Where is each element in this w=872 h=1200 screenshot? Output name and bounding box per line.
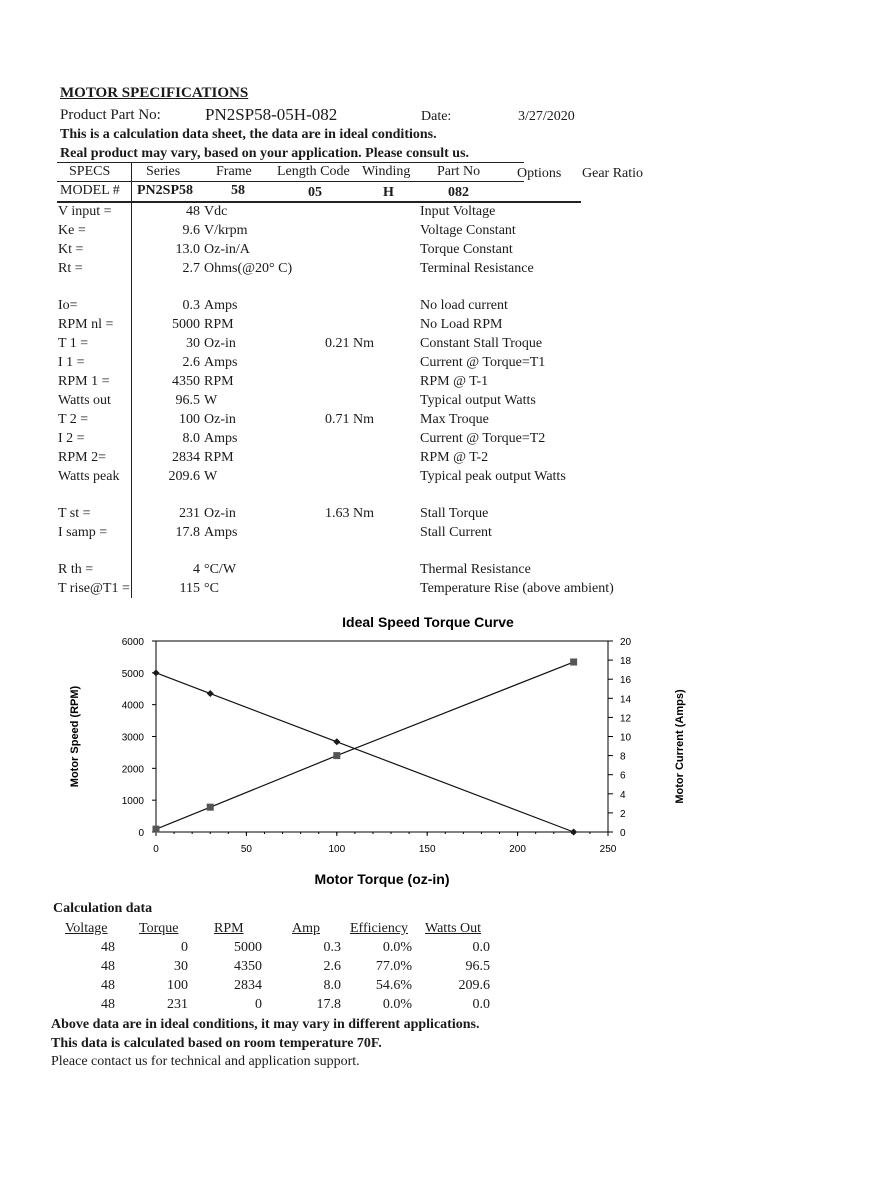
spec-label: I 2 = (58, 431, 85, 446)
chart-series (153, 659, 578, 836)
calc-header-cell: Voltage (65, 921, 108, 936)
calc-cell: 30 (174, 959, 188, 974)
spec-unit: W (204, 469, 218, 484)
spec-unit: V/krpm (204, 223, 248, 238)
spec-unit: Amps (204, 431, 238, 446)
calc-row (0, 978, 872, 996)
square-marker (153, 826, 160, 833)
spec-unit: Amps (204, 525, 238, 540)
spec-value: 231 (179, 506, 200, 521)
x-tick-label: 200 (509, 844, 526, 855)
col-specs: SPECS (69, 164, 111, 179)
spec-value: 9.6 (182, 223, 200, 238)
diamond-marker (570, 829, 577, 836)
spec-label: Kt = (58, 242, 84, 257)
square-marker (333, 752, 340, 759)
y-tick-label: 3000 (121, 732, 144, 744)
spec-value: 30 (186, 336, 200, 351)
spec-row (0, 223, 872, 241)
calc-cell: 0.3 (323, 940, 341, 955)
calc-header-cell: Efficiency (350, 921, 409, 936)
y-axis (122, 637, 156, 839)
calc-cell: 0.0 (472, 997, 490, 1012)
series-line (156, 662, 574, 829)
calc-cell: 0.0% (382, 940, 412, 955)
spec-label: RPM 1 = (58, 374, 110, 389)
spec-label: T 1 = (58, 336, 89, 351)
spec-desc: Torque Constant (420, 242, 513, 257)
col-part-no: Part No (437, 164, 481, 179)
calc-cell: 17.8 (316, 997, 341, 1012)
spec-label: V input = (58, 204, 112, 219)
footer-line-3: Pleace contact us for technical and application support. (51, 1054, 360, 1069)
x-tick-label: 50 (240, 844, 252, 855)
diamond-marker (153, 669, 160, 676)
spec-unit: RPM (204, 374, 234, 389)
spec-desc: No Load RPM (420, 317, 503, 332)
spec-label: Watts peak (58, 469, 120, 484)
calc-title: Calculation data (53, 901, 153, 916)
spec-unit: RPM (204, 450, 234, 465)
spec-value: 100 (179, 412, 200, 427)
spec-value: 96.5 (175, 393, 200, 408)
spec-desc: RPM @ T-2 (420, 450, 489, 465)
calc-cell: 0 (255, 997, 262, 1012)
model-part-no: 082 (448, 185, 469, 200)
calc-header-cell: Watts Out (425, 921, 482, 936)
spec-label: Ke = (58, 223, 86, 238)
spec-desc: Voltage Constant (420, 223, 516, 238)
y-tick-label: 4000 (121, 700, 144, 712)
spec-unit: Oz-in (204, 506, 236, 521)
y2-tick-label: 14 (620, 694, 632, 706)
col-options: Options (517, 166, 562, 181)
y2-tick-label: 18 (620, 656, 632, 668)
x-tick-label: 100 (328, 844, 346, 855)
spec-value: 4350 (172, 374, 200, 389)
y2-tick-label: 8 (620, 751, 626, 763)
spec-unit: Vdc (204, 204, 228, 219)
spec-value: 8.0 (182, 431, 200, 446)
spec-unit: Amps (204, 298, 238, 313)
x-axis (153, 832, 617, 855)
spec-unit: Oz-in/A (204, 242, 250, 257)
spec-label: Rt = (58, 261, 83, 276)
calc-cell: 48 (101, 997, 115, 1012)
sheet-title: MOTOR SPECIFICATIONS (60, 85, 249, 101)
y2-axis-label: Motor Current (Amps) (674, 689, 686, 804)
spec-unit: Amps (204, 355, 238, 370)
spec-label: RPM 2= (58, 450, 106, 465)
spec-desc: Thermal Resistance (420, 562, 531, 577)
spec-desc: Max Troque (420, 412, 489, 427)
y2-tick-label: 0 (620, 828, 626, 839)
spec-desc: Input Voltage (420, 204, 496, 219)
spec-nm: 1.63 Nm (325, 506, 374, 521)
y2-tick-label: 20 (620, 637, 632, 648)
calc-cell: 2834 (234, 978, 262, 993)
ideal-note: This is a calculation data sheet, the data are in ideal conditions. (60, 127, 437, 142)
spec-desc: Temperature Rise (above ambient) (420, 581, 614, 596)
spec-desc: Terminal Resistance (420, 261, 534, 276)
spec-unit: Oz-in (204, 412, 236, 427)
spec-desc: Stall Current (420, 525, 492, 540)
part-no-label: Product Part No: (60, 107, 161, 123)
calc-header-cell: Torque (139, 921, 179, 936)
spec-label: T st = (58, 506, 91, 521)
spec-label: I samp = (58, 525, 108, 540)
calc-cell: 96.5 (465, 959, 490, 974)
plot-area (156, 641, 608, 832)
y2-tick-label: 10 (620, 732, 632, 744)
calc-header-row (0, 921, 872, 939)
col-gear-ratio: Gear Ratio (582, 166, 644, 181)
spec-label: R th = (58, 562, 94, 577)
calc-cell: 54.6% (375, 978, 412, 993)
x-axis-label: Motor Torque (oz-in) (314, 871, 450, 887)
x-tick-label: 150 (418, 844, 436, 855)
footer-line-1: Above data are in ideal conditions, it may vary in different applications. (51, 1017, 480, 1032)
speed-torque-chart (55, 605, 695, 895)
spec-value: 0.3 (182, 298, 200, 313)
spec-label: T 2 = (58, 412, 89, 427)
calc-cell: 4350 (234, 959, 262, 974)
diamond-marker (333, 738, 340, 745)
spec-unit: RPM (204, 317, 234, 332)
spec-value: 48 (186, 204, 200, 219)
calc-cell: 0.0% (382, 997, 412, 1012)
model-series: PN2SP58 (137, 183, 193, 198)
consult-note: Real product may vary, based on your application. Please consult us. (60, 146, 470, 161)
y-tick-label: 0 (138, 828, 144, 839)
chart-title: Ideal Speed Torque Curve (342, 614, 514, 630)
spec-value: 209.6 (168, 469, 200, 484)
spec-desc: RPM @ T-1 (420, 374, 489, 389)
calc-row (0, 997, 872, 1015)
spec-unit: Oz-in (204, 336, 236, 351)
y-tick-label: 6000 (121, 637, 144, 648)
footer-line-2: This data is calculated based on room temperature 70F. (51, 1036, 382, 1051)
spec-label: RPM nl = (58, 317, 114, 332)
calc-cell: 48 (101, 978, 115, 993)
date-value: 3/27/2020 (518, 109, 575, 124)
col-series: Series (146, 164, 181, 179)
calc-row (0, 940, 872, 958)
spec-row (0, 562, 872, 580)
model-label: MODEL # (60, 183, 120, 198)
calc-cell: 2.6 (323, 959, 341, 974)
spec-value: 17.8 (175, 525, 200, 540)
col-winding: Winding (362, 164, 411, 179)
square-marker (570, 659, 577, 666)
y2-tick-label: 4 (620, 789, 626, 801)
calc-cell: 0 (181, 940, 188, 955)
calc-cell: 77.0% (375, 959, 412, 974)
spec-desc: Current @ Torque=T1 (420, 355, 546, 370)
calc-cell: 8.0 (323, 978, 341, 993)
spec-row (0, 431, 872, 449)
spec-value: 5000 (172, 317, 200, 332)
calc-cell: 48 (101, 959, 115, 974)
spec-unit: °C (204, 581, 219, 596)
series-line (156, 673, 574, 832)
calc-cell: 231 (167, 997, 188, 1012)
model-frame: 58 (231, 183, 245, 198)
y-tick-label: 2000 (121, 764, 144, 776)
y2-axis (608, 637, 632, 839)
y2-tick-label: 2 (620, 808, 626, 820)
y2-tick-label: 12 (620, 713, 632, 725)
y-tick-label: 1000 (121, 796, 144, 808)
spec-desc: Typical peak output Watts (420, 469, 566, 484)
spec-desc: Current @ Torque=T2 (420, 431, 546, 446)
spec-row (0, 469, 872, 487)
spec-row (0, 581, 872, 599)
spec-label: I 1 = (58, 355, 85, 370)
spec-desc: No load current (420, 298, 508, 313)
spec-desc: Constant Stall Troque (420, 336, 543, 351)
spec-row (0, 204, 872, 222)
y-axis-label: Motor Speed (RPM) (69, 685, 81, 788)
spec-row (0, 450, 872, 468)
spec-row (0, 412, 872, 430)
spec-unit: °C/W (204, 562, 237, 577)
calc-header-cell: Amp (292, 921, 320, 936)
spec-desc: Typical output Watts (420, 393, 536, 408)
spec-value: 2834 (172, 450, 200, 465)
spec-unit: W (204, 393, 218, 408)
calc-cell: 100 (167, 978, 188, 993)
spec-row (0, 393, 872, 411)
y-tick-label: 5000 (121, 668, 144, 680)
spec-label: Watts out (58, 393, 111, 408)
spec-nm: 0.21 Nm (325, 336, 374, 351)
spec-row (0, 298, 872, 316)
spec-row (0, 374, 872, 392)
calc-cell: 209.6 (458, 978, 490, 993)
col-length-code: Length Code (277, 164, 350, 179)
spec-value: 2.7 (182, 261, 200, 276)
spec-row (0, 261, 872, 279)
calc-header-cell: RPM (214, 921, 244, 936)
spec-nm: 0.71 Nm (325, 412, 374, 427)
spec-unit: Ohms(@20° C) (204, 261, 293, 276)
model-winding: H (383, 185, 394, 200)
square-marker (207, 804, 214, 811)
spec-value: 2.6 (182, 355, 200, 370)
x-tick-label: 250 (599, 844, 617, 855)
y2-tick-label: 16 (620, 675, 632, 687)
spec-value: 4 (193, 562, 200, 577)
spec-value: 13.0 (175, 242, 200, 257)
spec-row (0, 317, 872, 335)
col-frame: Frame (216, 164, 252, 179)
spec-value: 115 (179, 581, 200, 596)
date-label: Date: (421, 109, 452, 124)
part-no-value: PN2SP58-05H-082 (205, 105, 338, 124)
spec-desc: Stall Torque (420, 506, 489, 521)
model-length-code: 05 (308, 185, 322, 200)
spec-label: Io= (58, 298, 78, 313)
calc-cell: 48 (101, 940, 115, 955)
calc-cell: 5000 (234, 940, 262, 955)
spec-row (0, 525, 872, 543)
spec-row (0, 336, 872, 354)
spec-row (0, 506, 872, 524)
spec-label: T rise@T1 = (58, 581, 130, 596)
calc-cell: 0.0 (472, 940, 490, 955)
calc-row (0, 959, 872, 977)
x-tick-label: 0 (153, 844, 159, 855)
y2-tick-label: 6 (620, 770, 626, 782)
spec-row (0, 242, 872, 260)
spec-row (0, 355, 872, 373)
diamond-marker (207, 690, 214, 697)
